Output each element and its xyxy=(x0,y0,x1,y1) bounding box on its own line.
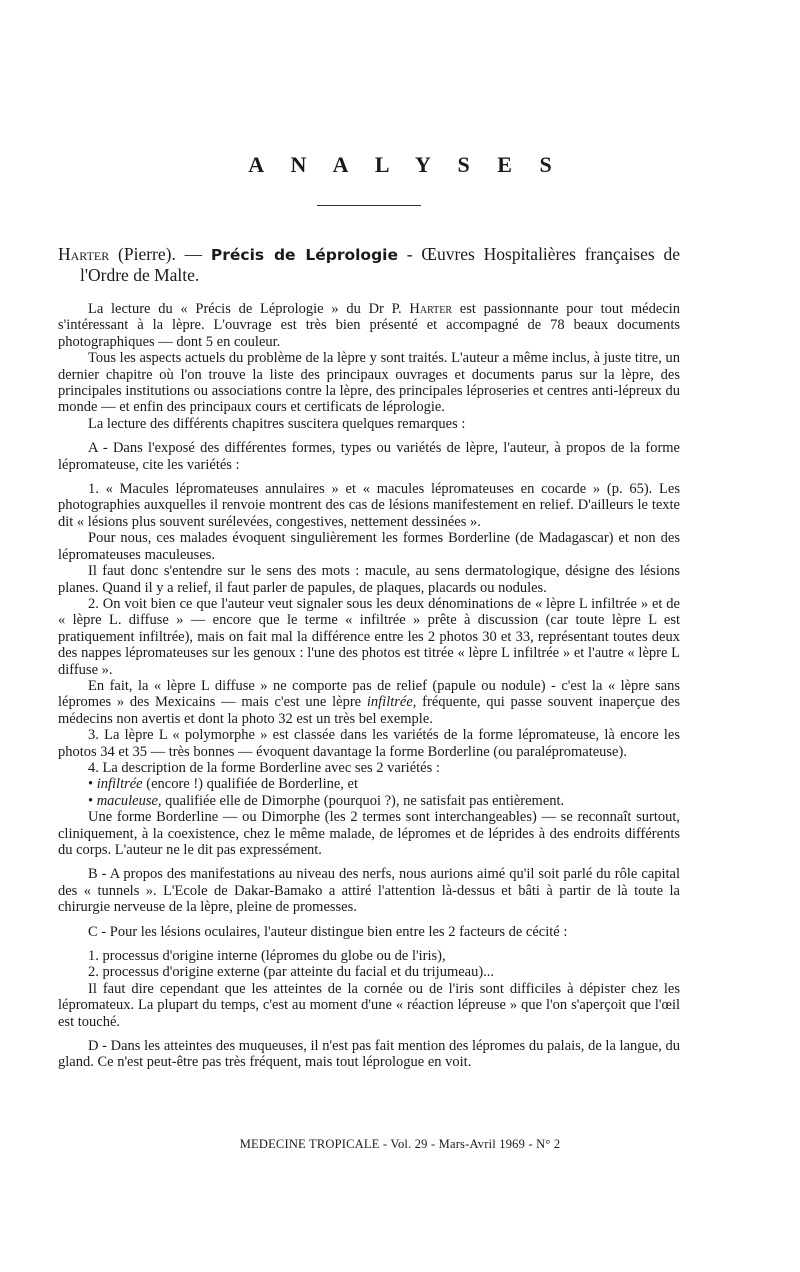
bullet-maculeuse xyxy=(58,793,680,809)
a5-text-c: fréquente, qui passe souvent inaperçue des médecins non avertis et dont la photo 32 est un très bel exemple. xyxy=(58,694,681,727)
intro-text-a: La lecture du « Précis de Léprologie » du Dr P. xyxy=(88,301,410,317)
publisher-line1: - Œuvres Hospitalières françaises xyxy=(398,244,655,264)
review-body xyxy=(58,244,680,1071)
publisher-line2: de l'Ordre de Malte. xyxy=(80,244,681,285)
paragraph-a3: Il faut donc s'entendre sur le sens des mots : macule, au sens dermatologique, désigne des lésions planes. Quand il y a relief, il faut parler de papules, de plaques, placards ou nodules. xyxy=(58,563,680,596)
paragraph-a6: 3. La lèpre L « polymorphe » est classée dans les variétés de la forme lépromateuse, là encore les photos 34 et 35 — très bonnes — évoquent davantage la forme Borderline (ou paralépromateuse). xyxy=(58,727,680,760)
a5-italic: infiltrée, xyxy=(366,694,417,711)
paragraph-intro xyxy=(58,301,680,350)
review-heading xyxy=(58,244,680,285)
bullet-infiltree-text: (encore !) qualifiée de Borderline, et xyxy=(142,776,359,793)
bullet-infiltree xyxy=(58,776,680,792)
paragraph-section-c: C - Pour les lésions oculaires, l'auteur distingue bien entre les 2 facteurs de cécité : xyxy=(88,923,568,940)
author-given: (Pierre). — xyxy=(109,244,211,264)
book-title: Précis de Léprologie xyxy=(210,246,399,264)
title-rule xyxy=(317,205,421,206)
paragraph-section-a: A - Dans l'exposé des différentes formes, types ou variétés de lèpre, l'auteur, à propos de la forme lépromateuse, cite les variétés : xyxy=(58,440,680,473)
paragraph-c3: Il faut dire cependant que les atteintes de la cornée ou de l'iris sont difficiles à dépister chez les lépromateux. La plupart du temps, c'est au moment d'une « réaction lépreuse » que l'on s'aperçoit que l'œil est touché. xyxy=(58,980,680,1030)
paragraph-c2: 2. processus d'origine externe (par atteinte du facial et du trijumeau)... xyxy=(88,964,495,981)
bullet-infiltree-italic: infiltrée xyxy=(96,776,143,793)
bullet-glyph: • xyxy=(88,792,97,809)
bullet-glyph: • xyxy=(88,776,97,793)
paragraph-a1: 1. « Macules lépromateuses annulaires » et « macules lépromateuses en cocarde » (p. 65). Les photographies auxquelles il renvoie montrent des cas de lésions manifestement en relief. D'ailleurs le texte dit « lésions plus souvent surélevées, congestives, nettement dessinées ». xyxy=(58,481,680,530)
paragraph-remarks: La lecture des différents chapitres suscitera quelques remarques : xyxy=(88,415,466,432)
paragraph-section-d: D - Dans les atteintes des muqueuses, il n'est pas fait mention des lépromes du palais, de la langue, du gland. Ce n'est peut-être pas très fréquent, mais tout léprologue en voit. xyxy=(58,1038,680,1071)
paragraph-section-b: B - A propos des manifestations au niveau des nerfs, nous aurions aimé qu'il soit parlé du rôle capital des « tunnels ». L'Ecole de Dakar-Bamako a attiré l'attention là-dessus et bâti à partir de là toute la chirurgie nerveuse de la lèpre, pleine de promesses. xyxy=(58,866,680,916)
journal-footer: MEDECINE TROPICALE - Vol. 29 - Mars-Avril 1969 - N° 2 xyxy=(239,1137,561,1151)
paragraph-a10: Une forme Borderline — ou Dimorphe (les 2 termes sont interchangeables) — se reconnaît surtout, cliniquement, à la coexistence, chez le même malade, de lépromes et de léprides à des endroits différents du corps. L'auteur ne le dit pas expressément. xyxy=(58,809,680,858)
paragraph-aspects: Tous les aspects actuels du problème de la lèpre y sont traités. L'auteur a même inclus, à juste titre, un dernier chapitre où l'on trouve la liste des principaux ouvrages et documents parus sur la lèpre, des principales institutions ou associations contre la lèpre, des principales léproseries et centres anti-lépreux du monde — et enfin des principaux cours et certificats de léprologie. xyxy=(58,350,680,416)
paragraph-a5 xyxy=(58,678,680,727)
bullet-maculeuse-text: qualifiée elle de Dimorphe (pourquoi ?), ne satisfait pas entièrement. xyxy=(161,792,565,809)
intro-text-c: est passionnante pour tout médecin s'intéressant à la lèpre. L'ouvrage est très bien présenté et accompagné de 78 beaux documents photographiques — dont 5 en couleur. xyxy=(58,301,680,350)
section-title: A N A L Y S E S xyxy=(248,152,563,177)
a5-text-a: En fait, la « lèpre L diffuse » ne comporte pas de relief (papule ou nodule) - c'est la « lèpre sans lépromes » des Mexicains — mais c'est une lèpre xyxy=(58,677,680,711)
paragraph-c1: 1. processus d'origine interne (lépromes du globe ou de l'iris), xyxy=(88,948,446,965)
paragraph-a4: 2. On voit bien ce que l'auteur veut signaler sous les deux dénominations de « lèpre L infiltrée » et de « lèpre L. diffuse » — encore que le terme « infiltrée » prête à discussion (car toute lèpre L est pratiquement infiltrée), mais on fait mal la différence entre les 2 photos 30 et 33, représentant toutes deux des nappes lépromateuses sur les genoux : l'une des photos est titrée « lèpre L infiltrée » et l'autre « lèpre L diffuse ». xyxy=(58,595,680,678)
bullet-maculeuse-italic: maculeuse, xyxy=(96,792,162,809)
paragraph-a7: 4. La description de la forme Borderline avec ses 2 variétés : xyxy=(88,759,440,776)
intro-author: Harter xyxy=(409,301,453,317)
author-surname: Harter xyxy=(58,244,110,264)
paragraph-a2: Pour nous, ces malades évoquent singulièrement les formes Borderline (de Madagascar) et non des lépromateuses maculeuses. xyxy=(58,530,680,563)
